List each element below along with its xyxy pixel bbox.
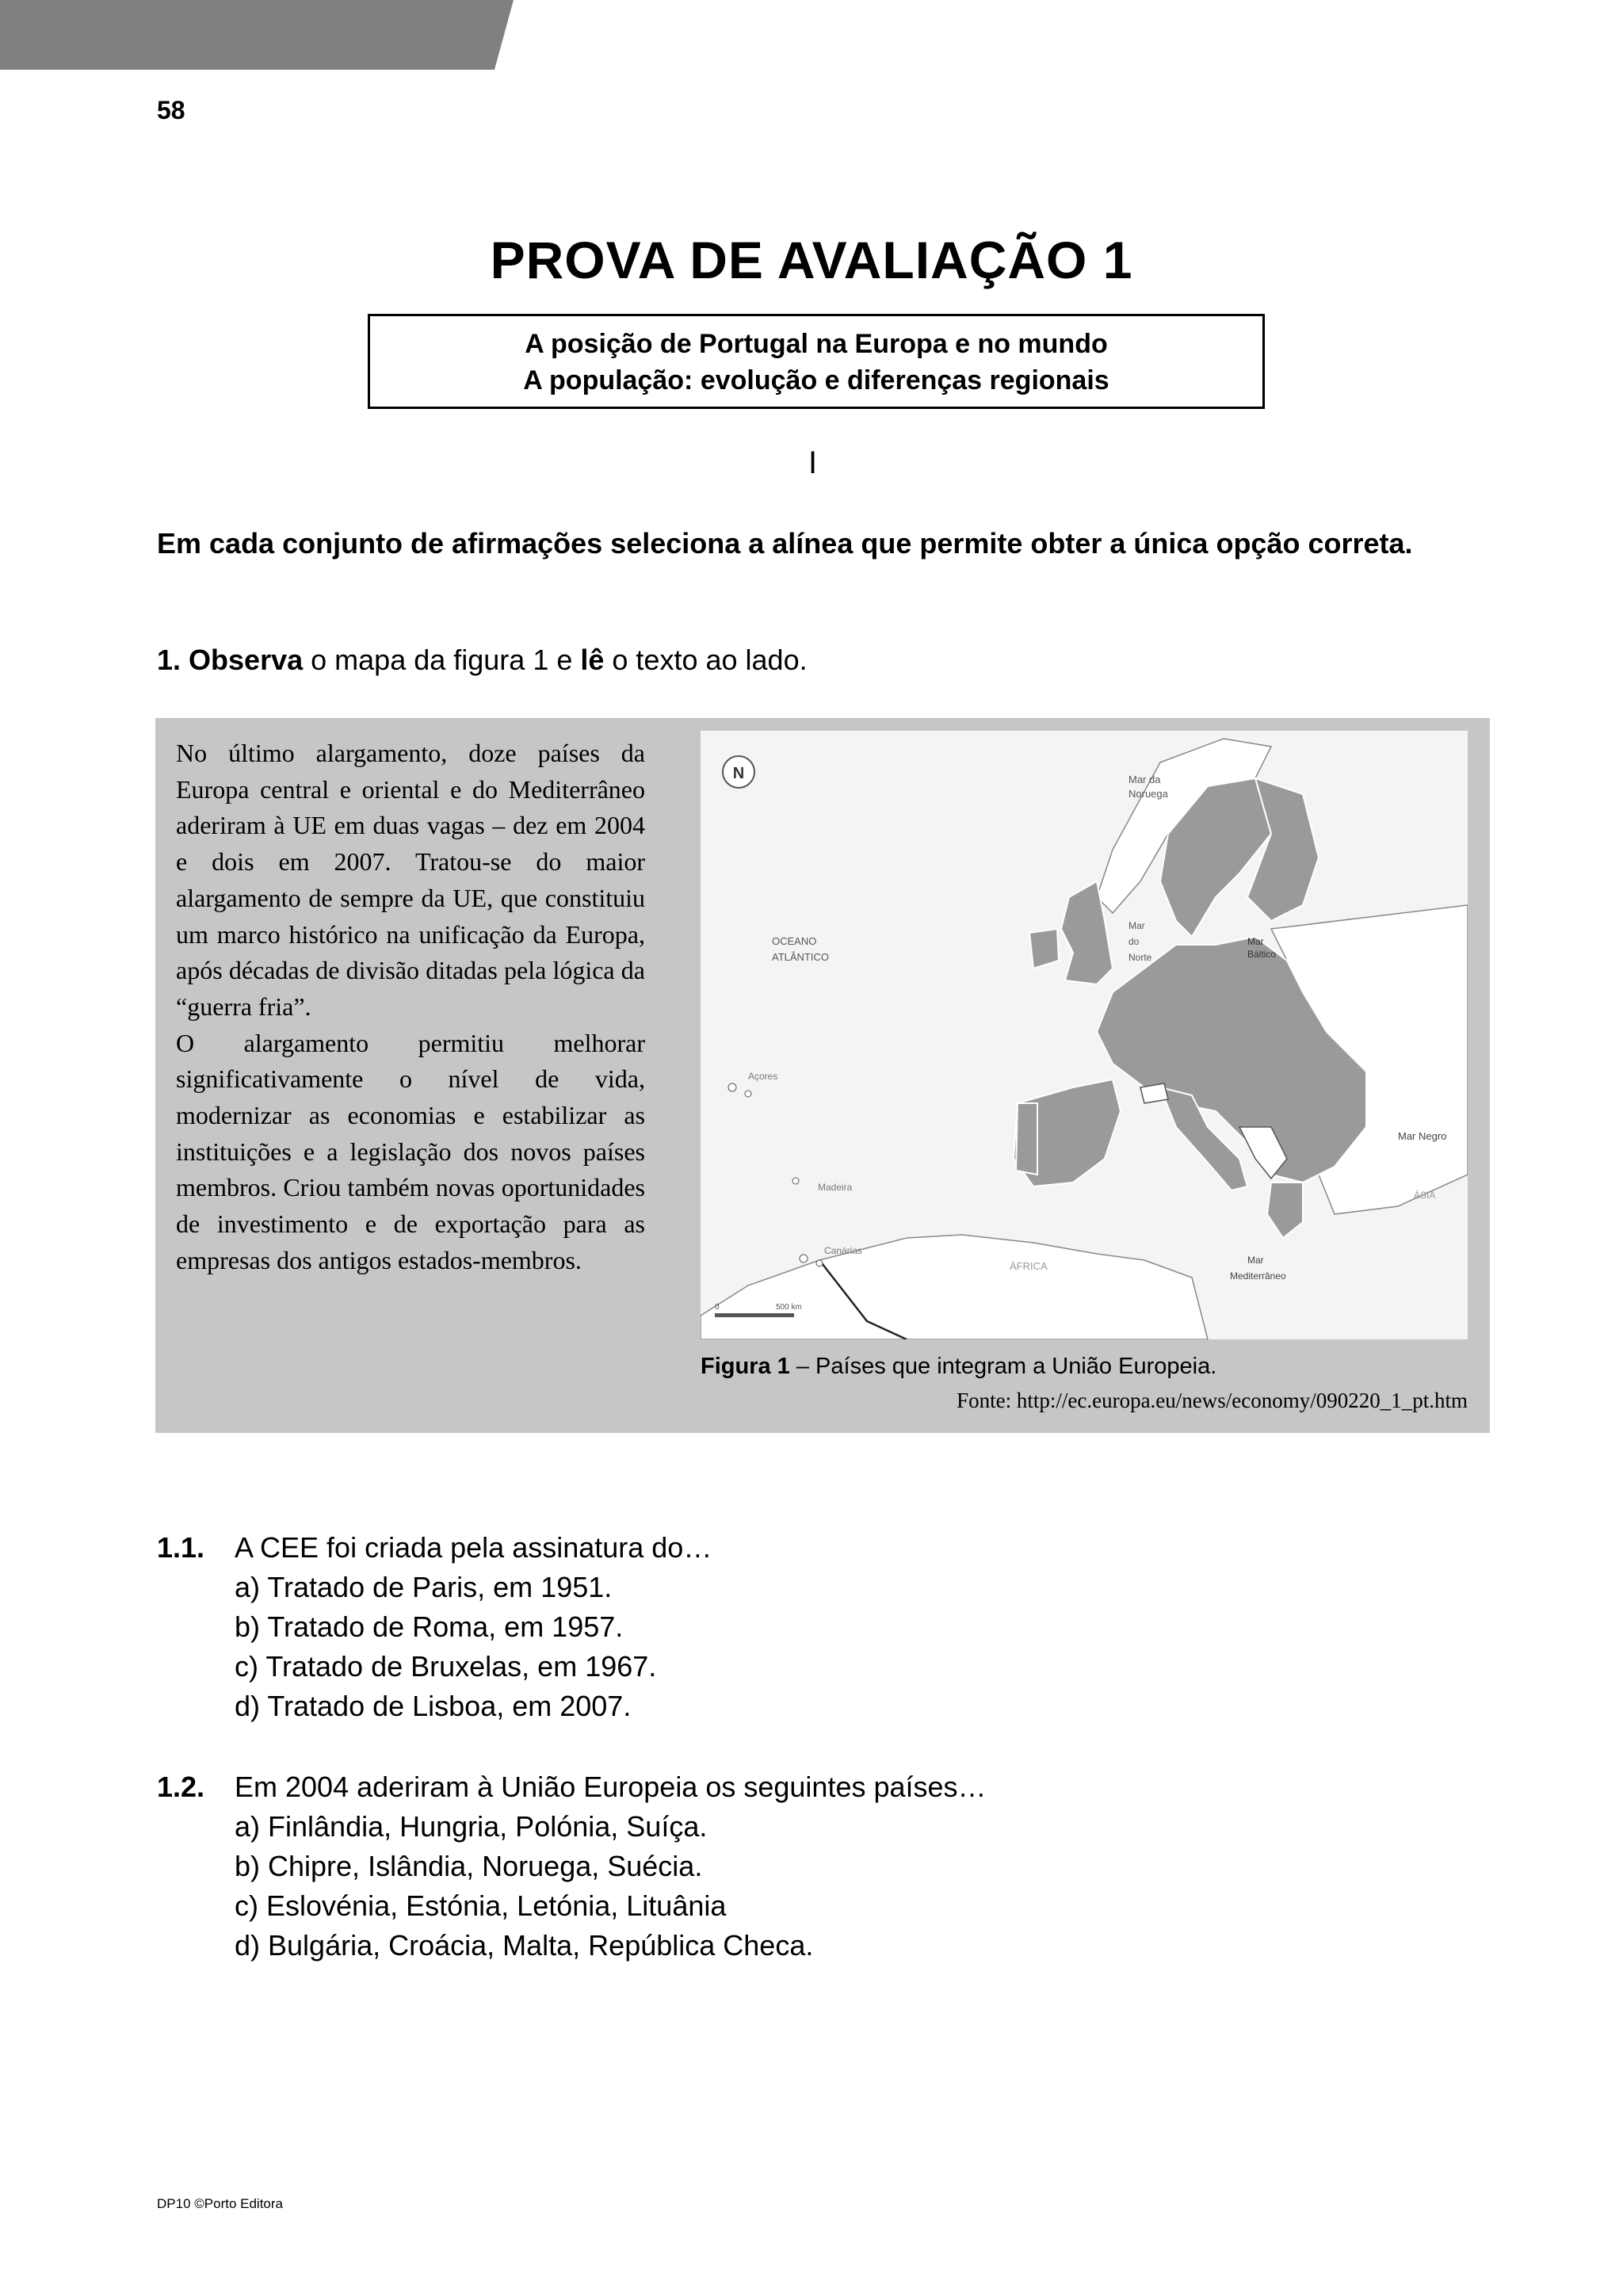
page-number: 58: [157, 96, 185, 124]
footer-copyright: DP10 ©Porto Editora: [157, 2196, 283, 2211]
passage-paragraph-2: O alargamento permitiu melhorar significativamente o nível de vida, modernizar as economias e estabilizar as instituições e a legislação dos novos países membros. Criou também novas oportunidades de investimento e de exportação para as empresas dos antigos estados-membros.: [176, 1028, 645, 1274]
europe-map-svg: [701, 731, 1468, 1339]
mediterranean-label-2: Mediterrâneo: [1230, 1270, 1286, 1282]
option-c[interactable]: c) Eslovénia, Estónia, Letónia, Lituânia: [235, 1889, 727, 1922]
madeira-label: Madeira: [818, 1182, 853, 1193]
portugal: [1016, 1103, 1037, 1175]
header-tab: [0, 0, 514, 70]
subtitle-box: [368, 314, 1265, 409]
sea-norway-label-1: Mar da: [1128, 774, 1161, 785]
question-1-text-2: o texto ao lado.: [604, 644, 808, 676]
question-1-number: 1.: [157, 644, 181, 676]
baltic-label-2: Báltico: [1247, 949, 1277, 960]
question-1: [157, 644, 808, 677]
option-a[interactable]: a) Tratado de Paris, em 1951.: [235, 1571, 613, 1603]
question-number: 1.2.: [157, 1771, 205, 1803]
north-sea-label-3: Norte: [1128, 952, 1152, 963]
reading-passage: [176, 735, 645, 1279]
question-1-2: [157, 1767, 987, 1966]
azores-label: Açores: [748, 1071, 778, 1082]
option-c[interactable]: c) Tratado de Bruxelas, em 1967.: [235, 1650, 657, 1683]
north-sea-label-1: Mar: [1128, 920, 1145, 931]
question-1-1: [157, 1528, 712, 1726]
option-d[interactable]: d) Bulgária, Croácia, Malta, República Checa.: [235, 1929, 814, 1962]
option-b[interactable]: b) Tratado de Roma, em 1957.: [235, 1610, 624, 1643]
page-title: PROVA DE AVALIAÇÃO 1: [490, 231, 1133, 289]
figure-source: Fonte: http://ec.europa.eu/news/economy/090220_1_pt.htm: [957, 1389, 1468, 1412]
subtitle-line-1: A posição de Portugal na Europa e no mundo: [525, 329, 1108, 359]
option-b[interactable]: b) Chipre, Islândia, Noruega, Suécia.: [235, 1850, 703, 1882]
instruction: Em cada conjunto de afirmações seleciona a alínea que permite obter a única opção correta.: [157, 527, 1413, 560]
switzerland: [1140, 1083, 1168, 1103]
scale-zero-label: 0: [715, 1303, 720, 1312]
sea-norway-label-2: Noruega: [1128, 788, 1168, 800]
ocean-label-2: ATLÂNTICO: [772, 951, 829, 963]
ocean-label-1: OCEANO: [772, 935, 817, 947]
figure-label: Figura 1: [701, 1354, 790, 1379]
canary-island: [800, 1255, 808, 1263]
question-1-verb-observa: Observa: [189, 644, 304, 676]
north-sea-label-2: do: [1128, 936, 1140, 947]
option-a[interactable]: a) Finlândia, Hungria, Polónia, Suíça.: [235, 1810, 708, 1843]
black-sea-label: Mar Negro: [1398, 1130, 1447, 1142]
europe-map: [701, 731, 1468, 1339]
canary-island: [816, 1260, 823, 1266]
question-number: 1.1.: [157, 1531, 205, 1564]
madeira-island: [792, 1178, 799, 1184]
asia-label: ÁSIA: [1414, 1190, 1436, 1201]
subtitle-line-2: A população: evolução e diferenças regionais: [523, 365, 1109, 395]
question-1-text-1: o mapa da figura 1 e: [303, 644, 581, 676]
africa-label: ÁFRICA: [1010, 1260, 1048, 1272]
mediterranean-label-1: Mar: [1247, 1255, 1264, 1266]
figure-caption: [701, 1354, 1216, 1380]
scale-bar: [715, 1313, 794, 1317]
question-stem: Em 2004 aderiram à União Europeia os seguintes países…: [235, 1771, 987, 1803]
baltic-label-1: Mar: [1247, 936, 1264, 947]
figure-caption-text: – Países que integram a União Europeia.: [789, 1354, 1217, 1379]
question-stem: A CEE foi criada pela assinatura do…: [235, 1531, 712, 1564]
azores-island: [745, 1091, 751, 1097]
passage-paragraph-1: No último alargamento, doze países da Europa central e oriental e do Mediterrâneo aderiram à UE em duas vagas – dez em 2004 e dois em 2007. Tratou-se do maior alargamento de sempre da UE, que constituiu um marco histórico na unificação da Europa, após décadas de divisão ditadas pela lógica da “guerra fria”.: [176, 739, 645, 1021]
question-1-verb-le: lê: [580, 644, 605, 676]
azores-island: [728, 1083, 736, 1091]
option-d[interactable]: d) Tratado de Lisboa, em 2007.: [235, 1690, 632, 1722]
north-label: N: [732, 765, 745, 782]
scale-km-label: 500 km: [776, 1303, 802, 1312]
ireland: [1029, 929, 1059, 968]
section-numeral: I: [808, 445, 818, 480]
canarias-label: Canárias: [824, 1245, 863, 1256]
